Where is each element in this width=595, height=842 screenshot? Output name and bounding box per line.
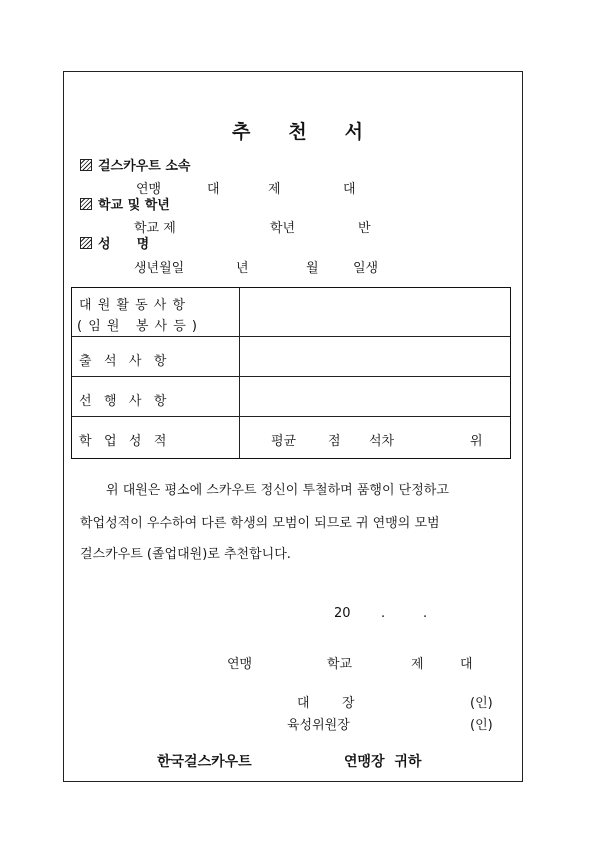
affiliation-unit-label: 대 [343,182,356,197]
conduct-label: 선 행 사 항 [79,394,167,409]
affiliation-dae-label: 대 [207,182,220,197]
section-affiliation-label: 걸스카우트 소속 [80,155,190,174]
school-label: 학교 제 [134,221,176,236]
director-label: 육성위원장 [287,718,350,733]
month-label: 월 [306,261,319,276]
checkbox-icon [80,198,92,210]
activity-label: 대 원 활 동 사 항 [79,298,187,313]
sign-je-label: 제 [411,657,424,672]
record-table [71,287,511,459]
year-label: 년 [236,261,249,276]
rank-unit-label: 위 [470,434,483,449]
document-title: 추 천 서 [231,121,364,143]
grade-label: 학년 [270,221,296,236]
affiliation-je-label: 제 [268,182,281,197]
sign-unit-label: 대 [460,657,473,672]
table-row-divider [72,376,510,377]
day-label: 일생 [353,261,379,276]
section-school-label: 학교 및 학년 [80,194,170,213]
recommendation-text-line: 위 대원은 평소에 스카우트 정신이 투철하며 품행이 단정하고 [106,483,449,498]
table-row-divider [72,416,510,417]
attendance-label: 출 석 사 항 [79,354,167,369]
sign-union-label: 연맹 [227,657,253,672]
date-year: 20 [334,606,351,621]
footer-addressee: 연맹장 귀하 [344,754,422,770]
captain-jang: 장 [342,696,355,711]
rank-label: 석차 [369,434,395,449]
average-label: 평균 [271,434,297,449]
date-day-dot: . [423,606,428,621]
points-label: 점 [328,434,341,449]
date-month-dot: . [381,606,386,621]
class-label: 반 [358,221,371,236]
checkbox-icon [80,237,92,249]
recommendation-text-line: 걸스카우트 (졸업대원)로 추천합니다. [80,547,291,562]
checkbox-icon [80,159,92,171]
table-divider [239,288,240,458]
activity-sub-label: ( 임 원 봉 사 등 ) [77,319,198,334]
footer-organization: 한국걸스카우트 [157,754,252,770]
recommendation-text-line: 학업성적이 우수하여 다른 학생의 모범이 되므로 귀 연맹의 모범 [80,516,440,531]
section-name-label: 성 명 [80,233,149,252]
captain-seal: (인) [470,696,493,711]
captain-dae: 대 [297,696,310,711]
director-seal: (인) [470,718,493,733]
birthdate-label: 생년월일 [134,261,185,276]
affiliation-union-label: 연맹 [136,182,162,197]
sign-school-label: 학교 [327,657,353,672]
grades-label: 학 업 성 적 [79,434,167,449]
table-row-divider [72,336,510,337]
